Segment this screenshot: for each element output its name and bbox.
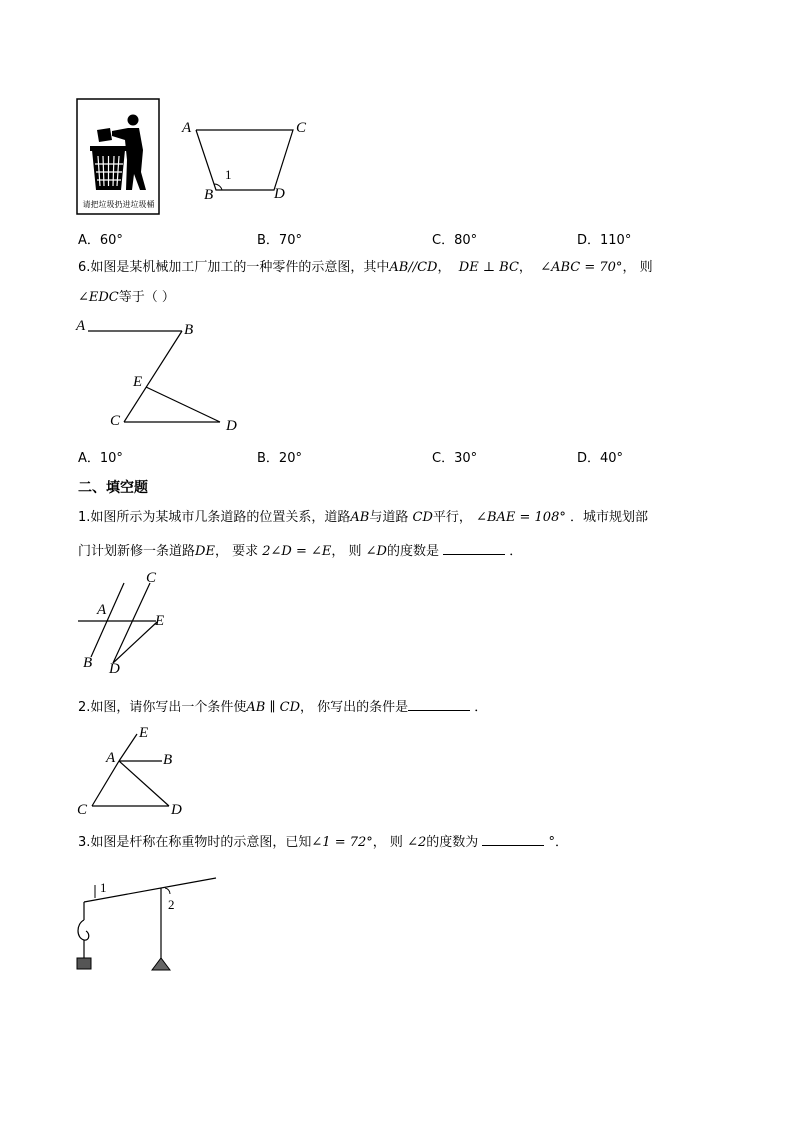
- label-D: D: [226, 418, 237, 434]
- label-A: A: [182, 120, 192, 136]
- label-B: B: [184, 322, 194, 338]
- option-b: B．70°: [257, 233, 302, 248]
- label-B: B: [83, 655, 93, 671]
- option-d: D．40°: [577, 451, 624, 466]
- label-A: A: [76, 318, 86, 334]
- trash-sign-caption: 请把垃圾扔进垃圾桶: [82, 200, 155, 209]
- label-E: E: [155, 613, 165, 629]
- label-B: B: [163, 752, 173, 768]
- option-c: C．80°: [432, 233, 478, 248]
- option-a: A．10°: [78, 451, 123, 466]
- angle-1-label: 1: [100, 880, 107, 895]
- option-c: C．30°: [432, 451, 478, 466]
- label-C: C: [110, 413, 121, 429]
- label-C: C: [77, 802, 88, 818]
- option-d: D．110°: [577, 233, 632, 248]
- label-B: B: [204, 187, 214, 203]
- f2-question: 2.如图，请你写出一个条件使AB ∥ CD， 你写出的条件是 ．: [78, 696, 487, 717]
- label-C: C: [146, 570, 157, 586]
- q6-question-line1: 6.如图是某机械加工厂加工的一种零件的示意图，其中AB//CD， DE ⊥ BC， ∠ABC = 70°， 则: [78, 260, 653, 275]
- section-title: 二、填空题: [78, 480, 148, 496]
- label-D: D: [109, 661, 120, 677]
- label-D: D: [274, 186, 285, 202]
- f1-question-line1: 1.如图所示为某城市几条道路的位置关系，道路AB与道路 CD平行， ∠BAE = 108° ．城市规划部: [78, 510, 648, 525]
- q6-question-line2: ∠EDC等于（ ）: [78, 290, 175, 305]
- label-A: A: [106, 750, 116, 766]
- option-a: A．60°: [78, 233, 123, 248]
- angle-1-label: 1: [225, 167, 232, 182]
- f3-question: 3.如图是杆称在称重物时的示意图，已知∠1 = 72°， 则 ∠2的度数为 °．: [78, 831, 568, 852]
- label-D: D: [171, 802, 182, 818]
- label-E: E: [139, 725, 149, 741]
- label-A: A: [97, 602, 107, 618]
- angle-2-label: 2: [168, 897, 175, 912]
- f1-question-line2: 门计划新修一条道路DE， 要求 2∠D = ∠E， 则 ∠D的度数是 ．: [78, 540, 522, 561]
- option-b: B．20°: [257, 451, 302, 466]
- label-E: E: [133, 374, 143, 390]
- label-C: C: [296, 120, 307, 136]
